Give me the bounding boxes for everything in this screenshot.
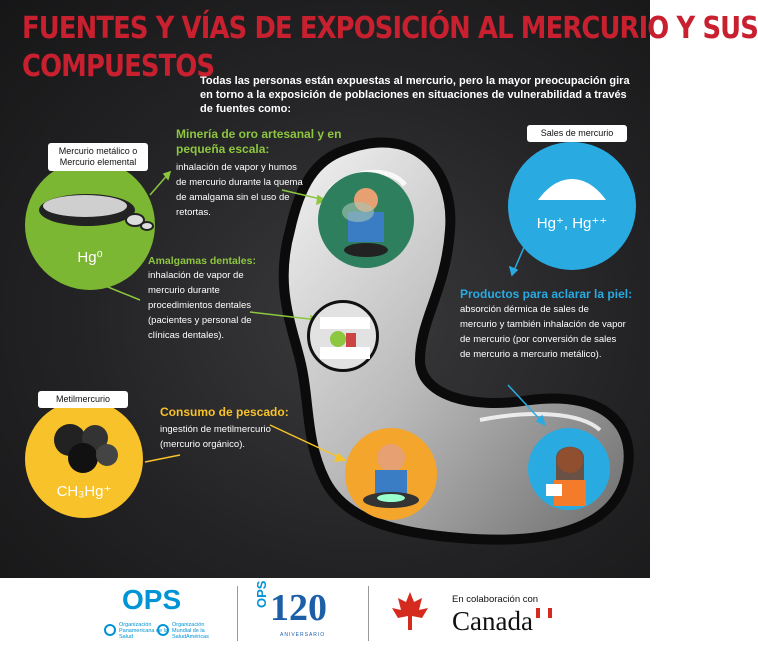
methylmercury-circle (25, 400, 143, 518)
who-emblem-icon (157, 624, 169, 636)
who-region: Américas (186, 634, 209, 640)
methylmercury-formula: CH₃Hg⁺ (56, 483, 112, 500)
tooth-icon (310, 303, 382, 375)
fish-text: ingestión de metilmercurio (mercurio orgánico). (160, 424, 271, 450)
skin-product-illustration (528, 428, 610, 510)
fish-heading: Consumo de pescado: (160, 405, 289, 419)
dental-heading: Amalgamas dentales: (148, 255, 256, 267)
paho-emblem-icon (104, 624, 116, 636)
title-line-1: FUENTES Y VÍAS DE EXPOSICIÓN AL MERCURIO Y SUS (22, 11, 758, 46)
ops120-prefix: OPS (254, 580, 269, 608)
ops120-number: 120 (270, 587, 327, 629)
footer-divider-1 (237, 586, 238, 641)
footer (0, 578, 650, 649)
skin-heading: Productos para aclarar la piel: (460, 287, 633, 301)
salt-pile-icon (508, 142, 636, 270)
mining-heading: Minería de oro artesanal y en pequeña escala: (176, 127, 342, 156)
footer-divider-2 (368, 586, 369, 641)
metallic-mercury-circle (25, 160, 155, 290)
dental-illustration (307, 300, 379, 372)
paho-org-name: Organización Panamericana de la Salud (119, 622, 168, 640)
canada-flag-icon (536, 608, 552, 618)
ops-logo: OPS (122, 584, 182, 615)
mining-illustration (318, 172, 414, 268)
canada-wordmark: Canada (452, 606, 533, 636)
hg0-formula: Hg⁰ (77, 249, 103, 266)
title-line-2: COMPUESTOS (22, 49, 215, 84)
collaboration-label: En colaboración con (452, 594, 539, 605)
ops120-anniversary: ANIVERSARIO (280, 632, 326, 638)
dental-text: inhalación de vapor de mercurio durante procedimientos dentales (pacientes y personal de clínicas dentales). (148, 270, 252, 341)
mercury-salts-tag: Sales de mercurio (527, 125, 627, 142)
metallic-mercury-tag: Mercurio metálico o Mercurio elemental (48, 143, 148, 171)
mercury-puddle-icon (25, 160, 155, 290)
skin-text: absorción dérmica de sales de mercurio y también inhalación de vapor de mercurio (por conversión de sales de mercurio a mercurio metálico). (460, 304, 626, 360)
fish-illustration (345, 428, 437, 520)
who-org-name: Organización Mundial de la Salud (172, 622, 205, 640)
miner-icon (318, 172, 414, 268)
maple-leaf-icon (392, 592, 428, 632)
woman-reading-icon (528, 428, 610, 510)
mercury-salts-circle (508, 142, 636, 270)
boy-with-fish-icon (345, 428, 437, 520)
hg-salts-formula: Hg⁺, Hg⁺⁺ (536, 215, 608, 232)
molecule-icon (25, 400, 143, 518)
methylmercury-tag: Metilmercurio (38, 391, 128, 408)
mining-text: inhalación de vapor y humos de mercurio durante la quema de amalgama sin el uso de retortas. (176, 162, 303, 218)
intro-text: Todas las personas están expuestas al mercurio, pero la mayor preocupación gira en torno a la exposición de poblaciones en situaciones de vulnerabilidad a través de fuentes como: (200, 75, 630, 115)
